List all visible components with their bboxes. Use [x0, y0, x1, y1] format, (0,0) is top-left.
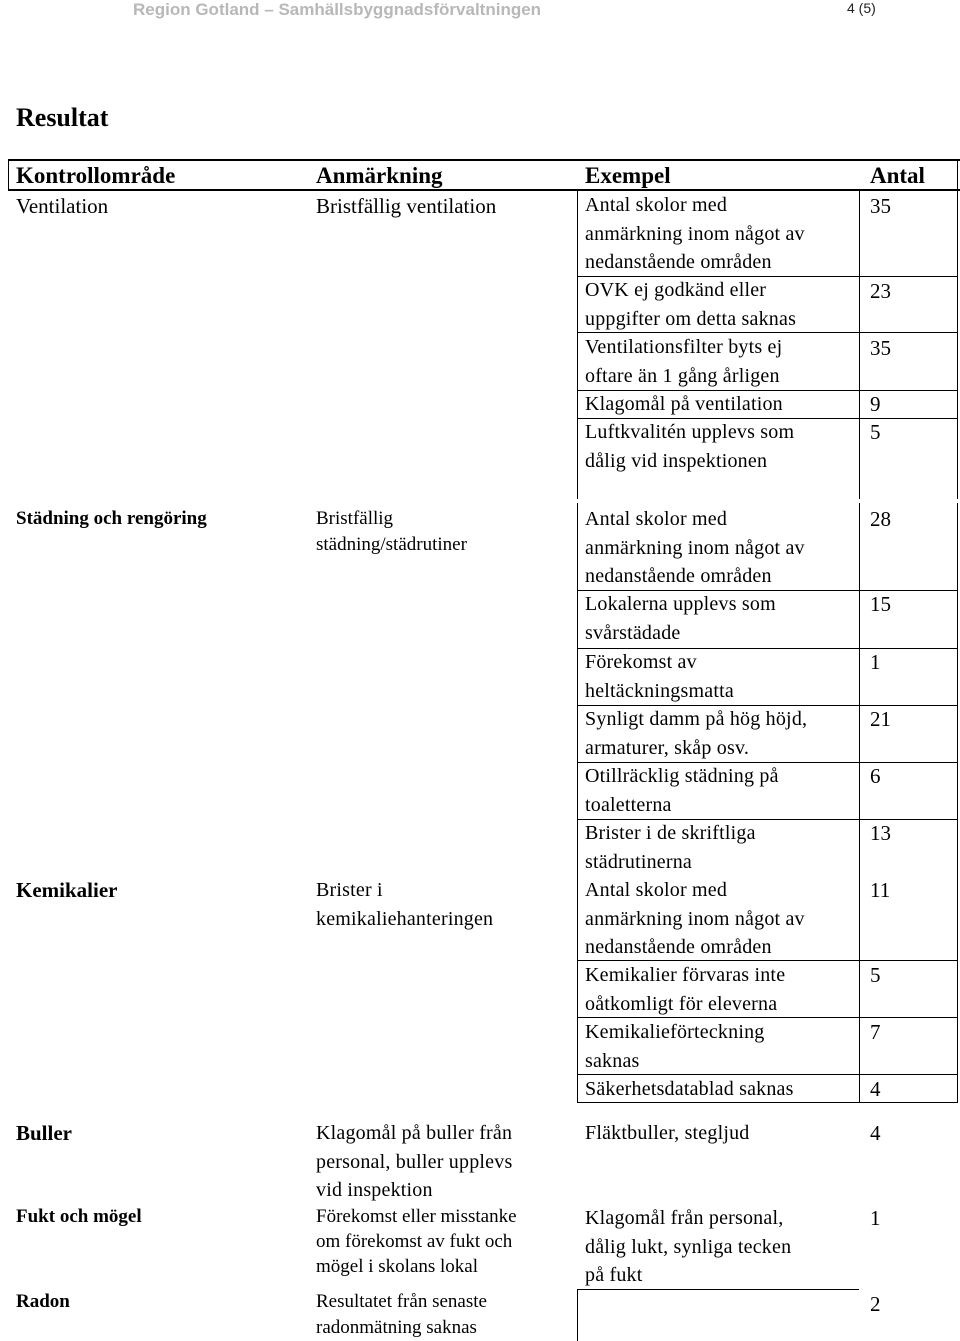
count-cell: 1: [870, 1206, 881, 1230]
count-cell: 7: [870, 1020, 881, 1044]
count-cell: 15: [870, 592, 891, 616]
count-cell: 13: [870, 821, 891, 845]
document-header-title: Region Gotland – Samhällsbyggnadsförvaltningen: [133, 0, 542, 19]
count-cell: 4: [870, 1077, 881, 1101]
table-border-right: [957, 159, 958, 499]
count-cell: 9: [870, 392, 881, 416]
example-cell: Brister i de skriftliga städrutinerna: [585, 822, 756, 873]
area-fukt: Fukt och mögel: [16, 1206, 142, 1227]
example-cell: Ventilationsfilter byts ej oftare än 1 gång årligen: [585, 336, 783, 387]
column-header-antal: Antal: [870, 163, 925, 188]
example-cell: Antal skolor med anmärkning inom något av nedanstående områden: [585, 879, 805, 958]
area-stadning: Städning och rengöring: [16, 508, 207, 529]
count-cell: 23: [870, 279, 891, 303]
count-cell: 5: [870, 420, 881, 444]
remark-stadning: Bristfällig städning/städrutiner: [316, 508, 467, 555]
count-cell: 2: [870, 1292, 881, 1316]
area-buller: Buller: [16, 1121, 72, 1145]
example-cell: Säkerhetsdatablad saknas: [585, 1078, 794, 1100]
example-cell: Fläktbuller, stegljud: [585, 1122, 750, 1144]
column-header-exempel: Exempel: [585, 163, 671, 188]
column-header-anmarkning: Anmärkning: [316, 163, 443, 188]
remark-ventilation: Bristfällig ventilation: [316, 194, 497, 218]
count-cell: 21: [870, 707, 891, 731]
area-ventilation: Ventilation: [16, 194, 109, 218]
count-cell: 35: [870, 336, 891, 360]
remark-kemikalier: Brister i kemikaliehanteringen: [316, 879, 494, 930]
count-cell: 11: [870, 878, 891, 902]
page-number: 4 (5): [847, 0, 876, 16]
col-divider-exempel: [577, 189, 578, 499]
example-cell: OVK ej godkänd eller uppgifter om detta saknas: [585, 279, 797, 330]
example-cell: Förekomst av heltäckningsmatta: [585, 651, 734, 702]
column-header-kontrollomrade: Kontrollområde: [16, 163, 176, 188]
section-heading: Resultat: [16, 103, 109, 132]
area-radon: Radon: [16, 1291, 70, 1312]
area-kemikalier: Kemikalier: [16, 878, 118, 902]
count-cell: 6: [870, 764, 881, 788]
remark-buller: Klagomål på buller från personal, buller upplevs vid inspektion: [316, 1122, 513, 1201]
example-cell: Kemikalier förvaras inte oåtkomligt för eleverna: [585, 964, 786, 1015]
count-cell: 1: [870, 650, 881, 674]
example-cell: Klagomål på ventilation: [585, 393, 783, 415]
table-border-right: [957, 503, 958, 1103]
remark-radon: Resultatet från senaste radonmätning saknas: [316, 1291, 487, 1338]
example-cell: Antal skolor med anmärkning inom något av nedanstående områden: [585, 194, 805, 273]
count-cell: 5: [870, 963, 881, 987]
example-cell: Otillräcklig städning på toaletterna: [585, 765, 779, 816]
remark-fukt: Förekomst eller misstanke om förekomst av fukt och mögel i skolans lokal: [316, 1206, 517, 1277]
count-cell: 35: [870, 194, 891, 218]
example-cell: Synligt damm på hög höjd, armaturer, skåp osv.: [585, 708, 808, 759]
col-divider-antal: [859, 189, 860, 499]
table-border-left: [8, 159, 9, 191]
example-cell: Lokalerna upplevs som svårstädade: [585, 593, 776, 644]
example-cell: Luftkvalitén upplevs som dålig vid inspektionen: [585, 421, 795, 472]
col-divider-exempel: [577, 503, 578, 1103]
example-cell: Antal skolor med anmärkning inom något av nedanstående områden: [585, 508, 805, 587]
col-divider-exempel: [577, 1289, 578, 1341]
count-cell: 4: [870, 1121, 881, 1145]
example-cell: Kemikalieförteckning saknas: [585, 1021, 765, 1072]
col-divider-antal: [859, 503, 860, 1103]
example-cell: Klagomål från personal, dålig lukt, synliga tecken på fukt: [585, 1207, 792, 1286]
table-border-top: [8, 159, 960, 161]
count-cell: 28: [870, 507, 891, 531]
